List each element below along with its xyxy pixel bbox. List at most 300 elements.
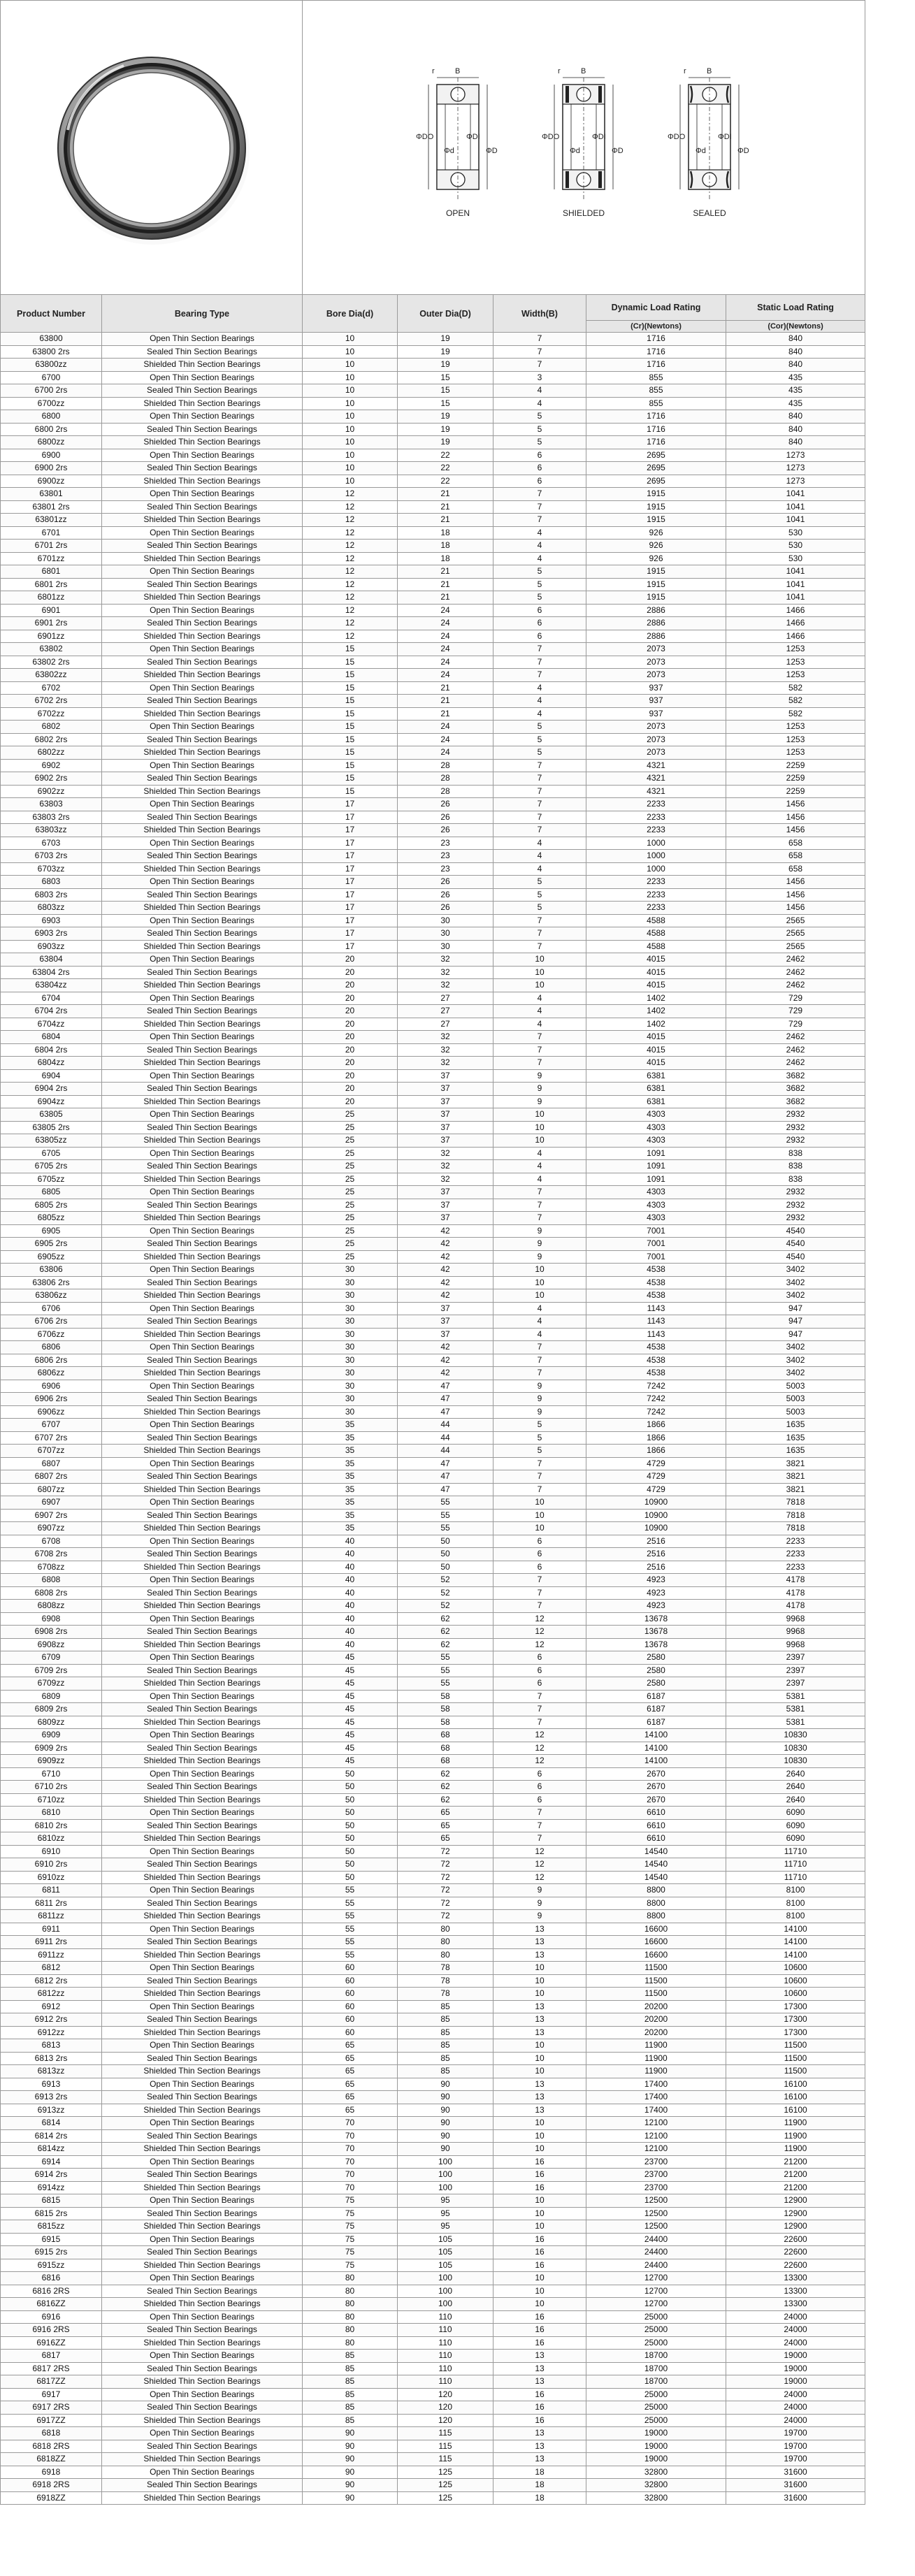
static-load-cell: 11710: [726, 1871, 865, 1884]
table-row: [1, 359, 865, 372]
bearing-type-cell: Sealed Thin Section Bearings: [102, 345, 303, 359]
table-row: [1, 862, 865, 876]
bearing-type-cell: Shielded Thin Section Bearings: [102, 2259, 303, 2272]
bearing-type-cell: Sealed Thin Section Bearings: [102, 1548, 303, 1561]
outer-dia-cell: 50: [398, 1535, 493, 1548]
outer-dia-cell: 42: [398, 1354, 493, 1367]
outer-dia-cell: 52: [398, 1586, 493, 1600]
bore-dia-cell: 60: [303, 1962, 398, 1975]
table-row: [1, 785, 865, 798]
bearing-type-cell: Shielded Thin Section Bearings: [102, 1483, 303, 1496]
static-load-cell: 840: [726, 423, 865, 436]
product-number-cell: 6803zz: [1, 902, 102, 915]
product-number-cell: 63801zz: [1, 514, 102, 527]
static-load-cell: 12900: [726, 2220, 865, 2234]
static-load-cell: 3402: [726, 1289, 865, 1303]
bore-dia-cell: 65: [303, 2091, 398, 2104]
width-cell: 16: [493, 2414, 586, 2427]
bore-dia-cell: 10: [303, 462, 398, 475]
sealed-dim-b: B: [707, 67, 712, 75]
outer-dia-cell: 42: [398, 1264, 493, 1277]
dynamic-load-cell: 7001: [586, 1238, 726, 1251]
outer-dia-cell: 72: [398, 1871, 493, 1884]
static-load-cell: 13300: [726, 2298, 865, 2311]
static-load-cell: 1273: [726, 462, 865, 475]
table-row: [1, 1341, 865, 1354]
outer-dia-cell: 42: [398, 1224, 493, 1238]
open-dim-di: ΦDI: [466, 133, 480, 141]
dynamic-load-cell: 11500: [586, 1988, 726, 2001]
table-row: [1, 1974, 865, 1988]
bore-dia-cell: 35: [303, 1470, 398, 1484]
width-cell: 13: [493, 2013, 586, 2027]
width-cell: 5: [493, 746, 586, 760]
dynamic-load-cell: 4923: [586, 1600, 726, 1613]
dynamic-load-cell: 12700: [586, 2298, 726, 2311]
static-load-cell: 582: [726, 707, 865, 721]
bore-dia-cell: 30: [303, 1302, 398, 1315]
bore-dia-cell: 50: [303, 1781, 398, 1794]
width-cell: 7: [493, 1457, 586, 1470]
bearing-type-cell: Shielded Thin Section Bearings: [102, 514, 303, 527]
bore-dia-cell: 85: [303, 2401, 398, 2415]
outer-dia-cell: 110: [398, 2336, 493, 2350]
dynamic-load-cell: 25000: [586, 2414, 726, 2427]
width-cell: 13: [493, 2427, 586, 2440]
bore-dia-cell: 10: [303, 333, 398, 346]
width-cell: 4: [493, 862, 586, 876]
outer-dia-cell: 90: [398, 2091, 493, 2104]
static-load-cell: 11900: [726, 2143, 865, 2156]
product-number-cell: 6912zz: [1, 2026, 102, 2039]
bearing-type-cell: Sealed Thin Section Bearings: [102, 2401, 303, 2415]
static-load-cell: 2565: [726, 914, 865, 927]
bore-dia-cell: 30: [303, 1315, 398, 1329]
bearing-type-cell: Open Thin Section Bearings: [102, 953, 303, 967]
open-dim-d: Φd: [444, 147, 454, 155]
product-number-cell: 6705zz: [1, 1173, 102, 1186]
outer-dia-cell: 110: [398, 2375, 493, 2389]
bore-dia-cell: 35: [303, 1419, 398, 1432]
outer-dia-cell: 85: [398, 2065, 493, 2078]
width-cell: 10: [493, 1121, 586, 1134]
table-row: [1, 2336, 865, 2350]
outer-dia-cell: 30: [398, 940, 493, 953]
bore-dia-cell: 75: [303, 2246, 398, 2259]
bore-dia-cell: 30: [303, 1405, 398, 1419]
table-row: [1, 2285, 865, 2298]
product-number-cell: 6901: [1, 604, 102, 617]
bore-dia-cell: 40: [303, 1561, 398, 1574]
bearing-type-cell: Open Thin Section Bearings: [102, 2272, 303, 2285]
table-row: [1, 1083, 865, 1096]
product-number-cell: 6709: [1, 1651, 102, 1665]
bore-dia-cell: 12: [303, 514, 398, 527]
bearing-type-cell: Sealed Thin Section Bearings: [102, 384, 303, 398]
table-row: [1, 2375, 865, 2389]
product-number-cell: 6708 2rs: [1, 1548, 102, 1561]
product-number-cell: 6915 2rs: [1, 2246, 102, 2259]
dynamic-load-cell: 1866: [586, 1431, 726, 1445]
dynamic-load-cell: 2233: [586, 811, 726, 824]
dynamic-load-cell: 2233: [586, 902, 726, 915]
outer-dia-cell: 110: [398, 2350, 493, 2363]
table-row: [1, 1496, 865, 1510]
bearing-type-cell: Sealed Thin Section Bearings: [102, 500, 303, 514]
dynamic-load-cell: 14100: [586, 1755, 726, 1768]
table-row: [1, 1548, 865, 1561]
width-cell: 10: [493, 2207, 586, 2220]
table-row: [1, 902, 865, 915]
width-cell: 10: [493, 979, 586, 992]
outer-dia-cell: 30: [398, 927, 493, 941]
product-number-cell: 6705: [1, 1147, 102, 1160]
width-cell: 5: [493, 565, 586, 579]
table-row: [1, 2388, 865, 2401]
table-row: [1, 526, 865, 540]
static-load-cell: 1466: [726, 617, 865, 630]
static-load-cell: 1456: [726, 798, 865, 811]
table-row: [1, 1173, 865, 1186]
bore-dia-cell: 30: [303, 1341, 398, 1354]
dynamic-load-cell: 4729: [586, 1483, 726, 1496]
width-cell: 6: [493, 1664, 586, 1677]
sealed-dim-outer: ΦD: [737, 147, 749, 155]
bearing-type-cell: Open Thin Section Bearings: [102, 2194, 303, 2208]
outer-dia-cell: 37: [398, 1315, 493, 1329]
dynamic-load-cell: 11500: [586, 1962, 726, 1975]
illustration-row: [1, 1, 865, 295]
width-cell: 4: [493, 695, 586, 708]
table-row: [1, 1574, 865, 1587]
bore-dia-cell: 55: [303, 1948, 398, 1962]
static-load-cell: 24000: [726, 2324, 865, 2337]
bore-dia-cell: 25: [303, 1160, 398, 1173]
sealed-dim-r: r: [684, 67, 686, 75]
width-cell: 10: [493, 1276, 586, 1289]
bearing-type-cell: Sealed Thin Section Bearings: [102, 1470, 303, 1484]
static-load-cell: 1273: [726, 449, 865, 462]
product-number-cell: 6914: [1, 2155, 102, 2169]
outer-dia-cell: 120: [398, 2401, 493, 2415]
table-row: [1, 2026, 865, 2039]
outer-dia-cell: 37: [398, 1108, 493, 1122]
table-row: [1, 2078, 865, 2091]
static-load-cell: 19000: [726, 2350, 865, 2363]
static-load-cell: 16100: [726, 2104, 865, 2117]
dynamic-load-cell: 1402: [586, 1005, 726, 1018]
bore-dia-cell: 30: [303, 1380, 398, 1393]
bearing-type-cell: Open Thin Section Bearings: [102, 798, 303, 811]
product-number-cell: 6807zz: [1, 1483, 102, 1496]
bore-dia-cell: 25: [303, 1224, 398, 1238]
width-cell: 6: [493, 1677, 586, 1691]
product-number-cell: 6706zz: [1, 1328, 102, 1341]
product-number-cell: 6705 2rs: [1, 1160, 102, 1173]
dynamic-load-cell: 23700: [586, 2155, 726, 2169]
static-load-cell: 1456: [726, 888, 865, 902]
bearing-type-cell: Shielded Thin Section Bearings: [102, 824, 303, 837]
table-row: [1, 2427, 865, 2440]
table-row: [1, 2181, 865, 2194]
dynamic-load-cell: 2233: [586, 876, 726, 889]
product-number-cell: 6915: [1, 2233, 102, 2246]
bearing-type-cell: Sealed Thin Section Bearings: [102, 540, 303, 553]
outer-dia-cell: 19: [398, 359, 493, 372]
table-row: [1, 1224, 865, 1238]
width-cell: 7: [493, 1043, 586, 1057]
dynamic-load-cell: 1402: [586, 1018, 726, 1031]
static-load-cell: 1253: [726, 669, 865, 682]
static-load-cell: 17300: [726, 2026, 865, 2039]
bore-dia-cell: 15: [303, 746, 398, 760]
bearing-type-cell: Sealed Thin Section Bearings: [102, 927, 303, 941]
product-number-cell: 6816 2RS: [1, 2285, 102, 2298]
table-row: [1, 2491, 865, 2505]
bearing-type-cell: Sealed Thin Section Bearings: [102, 2013, 303, 2027]
bore-dia-cell: 10: [303, 423, 398, 436]
bearing-type-cell: Open Thin Section Bearings: [102, 2117, 303, 2130]
dynamic-load-cell: 12700: [586, 2272, 726, 2285]
product-number-cell: 6907 2rs: [1, 1509, 102, 1522]
width-cell: 10: [493, 1496, 586, 1510]
product-number-cell: 6812zz: [1, 1988, 102, 2001]
outer-dia-cell: 32: [398, 1160, 493, 1173]
width-cell: 7: [493, 1819, 586, 1832]
dynamic-load-cell: 10900: [586, 1509, 726, 1522]
table-row: [1, 1199, 865, 1212]
product-number-cell: 6906 2rs: [1, 1393, 102, 1406]
table-row: [1, 2143, 865, 2156]
product-number-cell: 6902 2rs: [1, 772, 102, 786]
bearing-type-cell: Sealed Thin Section Bearings: [102, 1781, 303, 1794]
dynamic-load-cell: 1143: [586, 1302, 726, 1315]
width-cell: 7: [493, 1703, 586, 1716]
outer-dia-cell: 24: [398, 733, 493, 746]
table-row: [1, 1910, 865, 1923]
outer-dia-cell: 42: [398, 1341, 493, 1354]
static-load-cell: 2259: [726, 785, 865, 798]
table-row: [1, 1005, 865, 1018]
bearing-type-cell: Shielded Thin Section Bearings: [102, 2336, 303, 2350]
product-number-cell: 6906: [1, 1380, 102, 1393]
dynamic-load-cell: 2516: [586, 1561, 726, 1574]
static-load-cell: 5003: [726, 1405, 865, 1419]
dynamic-load-cell: 1091: [586, 1173, 726, 1186]
product-number-cell: 6703 2rs: [1, 850, 102, 863]
width-cell: 13: [493, 2078, 586, 2091]
table-row: [1, 333, 865, 346]
product-number-cell: 6902: [1, 759, 102, 772]
product-number-cell: 6704 2rs: [1, 1005, 102, 1018]
dynamic-load-cell: 1716: [586, 359, 726, 372]
outer-dia-cell: 68: [398, 1742, 493, 1755]
bore-dia-cell: 17: [303, 888, 398, 902]
outer-dia-cell: 21: [398, 578, 493, 591]
width-cell: 13: [493, 2026, 586, 2039]
dynamic-load-cell: 2695: [586, 462, 726, 475]
outer-dia-cell: 21: [398, 500, 493, 514]
product-number-cell: 63804: [1, 953, 102, 967]
static-load-cell: 24000: [726, 2414, 865, 2427]
outer-dia-cell: 115: [398, 2427, 493, 2440]
dynamic-load-cell: 855: [586, 371, 726, 384]
dynamic-load-cell: 2233: [586, 888, 726, 902]
bearing-type-cell: Open Thin Section Bearings: [102, 643, 303, 656]
bearing-type-cell: Shielded Thin Section Bearings: [102, 1367, 303, 1380]
outer-dia-cell: 21: [398, 695, 493, 708]
bore-dia-cell: 45: [303, 1664, 398, 1677]
table-row: [1, 1121, 865, 1134]
outer-dia-cell: 47: [398, 1470, 493, 1484]
width-cell: 6: [493, 1793, 586, 1807]
bearing-type-cell: Shielded Thin Section Bearings: [102, 1095, 303, 1108]
outer-dia-cell: 26: [398, 824, 493, 837]
bore-dia-cell: 12: [303, 552, 398, 565]
static-load-cell: 22600: [726, 2259, 865, 2272]
table-row: [1, 345, 865, 359]
table-row: [1, 1160, 865, 1173]
outer-dia-cell: 58: [398, 1690, 493, 1703]
static-load-cell: 2932: [726, 1134, 865, 1148]
width-cell: 10: [493, 2065, 586, 2078]
bearing-cross-section-diagrams: [388, 57, 779, 238]
outer-dia-cell: 24: [398, 630, 493, 643]
width-cell: 3: [493, 371, 586, 384]
outer-dia-cell: 90: [398, 2104, 493, 2117]
dynamic-load-cell: 16600: [586, 1948, 726, 1962]
outer-dia-cell: 18: [398, 552, 493, 565]
shielded-diagram: [542, 67, 624, 218]
static-load-cell: 2640: [726, 1767, 865, 1781]
dynamic-load-cell: 4538: [586, 1341, 726, 1354]
shielded-dim-r: r: [558, 67, 561, 75]
product-number-cell: 6818: [1, 2427, 102, 2440]
dynamic-load-cell: 2670: [586, 1793, 726, 1807]
width-cell: 7: [493, 643, 586, 656]
bore-dia-cell: 50: [303, 1832, 398, 1846]
product-number-cell: 6701: [1, 526, 102, 540]
bearing-type-cell: Open Thin Section Bearings: [102, 488, 303, 501]
table-row: [1, 565, 865, 579]
dynamic-load-cell: 2073: [586, 656, 726, 669]
bore-dia-cell: 17: [303, 862, 398, 876]
dynamic-load-cell: 16600: [586, 1923, 726, 1936]
bore-dia-cell: 90: [303, 2491, 398, 2505]
dynamic-load-cell: 7001: [586, 1224, 726, 1238]
width-cell: 10: [493, 1134, 586, 1148]
bearing-type-cell: Sealed Thin Section Bearings: [102, 695, 303, 708]
static-load-cell: 2259: [726, 759, 865, 772]
outer-dia-cell: 100: [398, 2298, 493, 2311]
dynamic-load-cell: 1716: [586, 333, 726, 346]
width-cell: 4: [493, 837, 586, 850]
static-load-cell: 729: [726, 1018, 865, 1031]
table-row: [1, 1419, 865, 1432]
outer-dia-cell: 47: [398, 1405, 493, 1419]
table-row: [1, 681, 865, 695]
table-row: [1, 2350, 865, 2363]
static-load-cell: 947: [726, 1315, 865, 1329]
width-cell: 7: [493, 656, 586, 669]
bearing-type-cell: Shielded Thin Section Bearings: [102, 1677, 303, 1691]
bore-dia-cell: 80: [303, 2324, 398, 2337]
width-cell: 4: [493, 384, 586, 398]
table-row: [1, 2000, 865, 2013]
static-load-cell: 1041: [726, 488, 865, 501]
bore-dia-cell: 25: [303, 1238, 398, 1251]
bore-dia-cell: 20: [303, 1095, 398, 1108]
bore-dia-cell: 80: [303, 2272, 398, 2285]
bore-dia-cell: 17: [303, 824, 398, 837]
product-number-cell: 6810 2rs: [1, 1819, 102, 1832]
outer-dia-cell: 42: [398, 1276, 493, 1289]
bore-dia-cell: 75: [303, 2233, 398, 2246]
table-row: [1, 1535, 865, 1548]
dynamic-load-cell: 4303: [586, 1199, 726, 1212]
bearing-type-cell: Shielded Thin Section Bearings: [102, 669, 303, 682]
static-load-cell: 6090: [726, 1832, 865, 1846]
width-cell: 4: [493, 540, 586, 553]
bore-dia-cell: 17: [303, 850, 398, 863]
outer-dia-cell: 110: [398, 2324, 493, 2337]
outer-dia-cell: 105: [398, 2233, 493, 2246]
product-number-cell: 6810zz: [1, 1832, 102, 1846]
dynamic-load-cell: 11900: [586, 2052, 726, 2065]
outer-dia-cell: 42: [398, 1367, 493, 1380]
bore-dia-cell: 25: [303, 1147, 398, 1160]
table-row: [1, 1729, 865, 1742]
outer-dia-cell: 44: [398, 1419, 493, 1432]
static-load-cell: 1456: [726, 876, 865, 889]
bore-dia-cell: 65: [303, 2039, 398, 2053]
width-cell: 5: [493, 1419, 586, 1432]
header-dynamic-load: Dynamic Load Rating: [586, 295, 726, 321]
outer-dia-cell: 47: [398, 1393, 493, 1406]
bearing-type-cell: Sealed Thin Section Bearings: [102, 1742, 303, 1755]
static-load-cell: 1253: [726, 733, 865, 746]
dynamic-load-cell: 4015: [586, 979, 726, 992]
width-cell: 13: [493, 2000, 586, 2013]
table-row: [1, 1018, 865, 1031]
product-number-cell: 6903: [1, 914, 102, 927]
outer-dia-cell: 21: [398, 681, 493, 695]
table-row: [1, 798, 865, 811]
bore-dia-cell: 25: [303, 1250, 398, 1264]
bearing-type-cell: Shielded Thin Section Bearings: [102, 1212, 303, 1225]
bore-dia-cell: 15: [303, 643, 398, 656]
open-dim-r: r: [432, 67, 435, 75]
outer-dia-cell: 90: [398, 2129, 493, 2143]
bearing-type-cell: Sealed Thin Section Bearings: [102, 966, 303, 979]
bearing-type-cell: Sealed Thin Section Bearings: [102, 423, 303, 436]
outer-dia-cell: 15: [398, 397, 493, 410]
dynamic-load-cell: 8800: [586, 1884, 726, 1897]
bearing-type-cell: Open Thin Section Bearings: [102, 565, 303, 579]
table-row: [1, 1884, 865, 1897]
bearing-type-cell: Shielded Thin Section Bearings: [102, 2143, 303, 2156]
static-load-cell: 4540: [726, 1224, 865, 1238]
bore-dia-cell: 45: [303, 1716, 398, 1729]
dynamic-load-cell: 2580: [586, 1677, 726, 1691]
dynamic-load-cell: 7242: [586, 1380, 726, 1393]
bore-dia-cell: 50: [303, 1793, 398, 1807]
product-number-cell: 6817: [1, 2350, 102, 2363]
dynamic-load-cell: 25000: [586, 2324, 726, 2337]
table-row: [1, 1767, 865, 1781]
width-cell: 10: [493, 1962, 586, 1975]
product-number-cell: 6905: [1, 1224, 102, 1238]
